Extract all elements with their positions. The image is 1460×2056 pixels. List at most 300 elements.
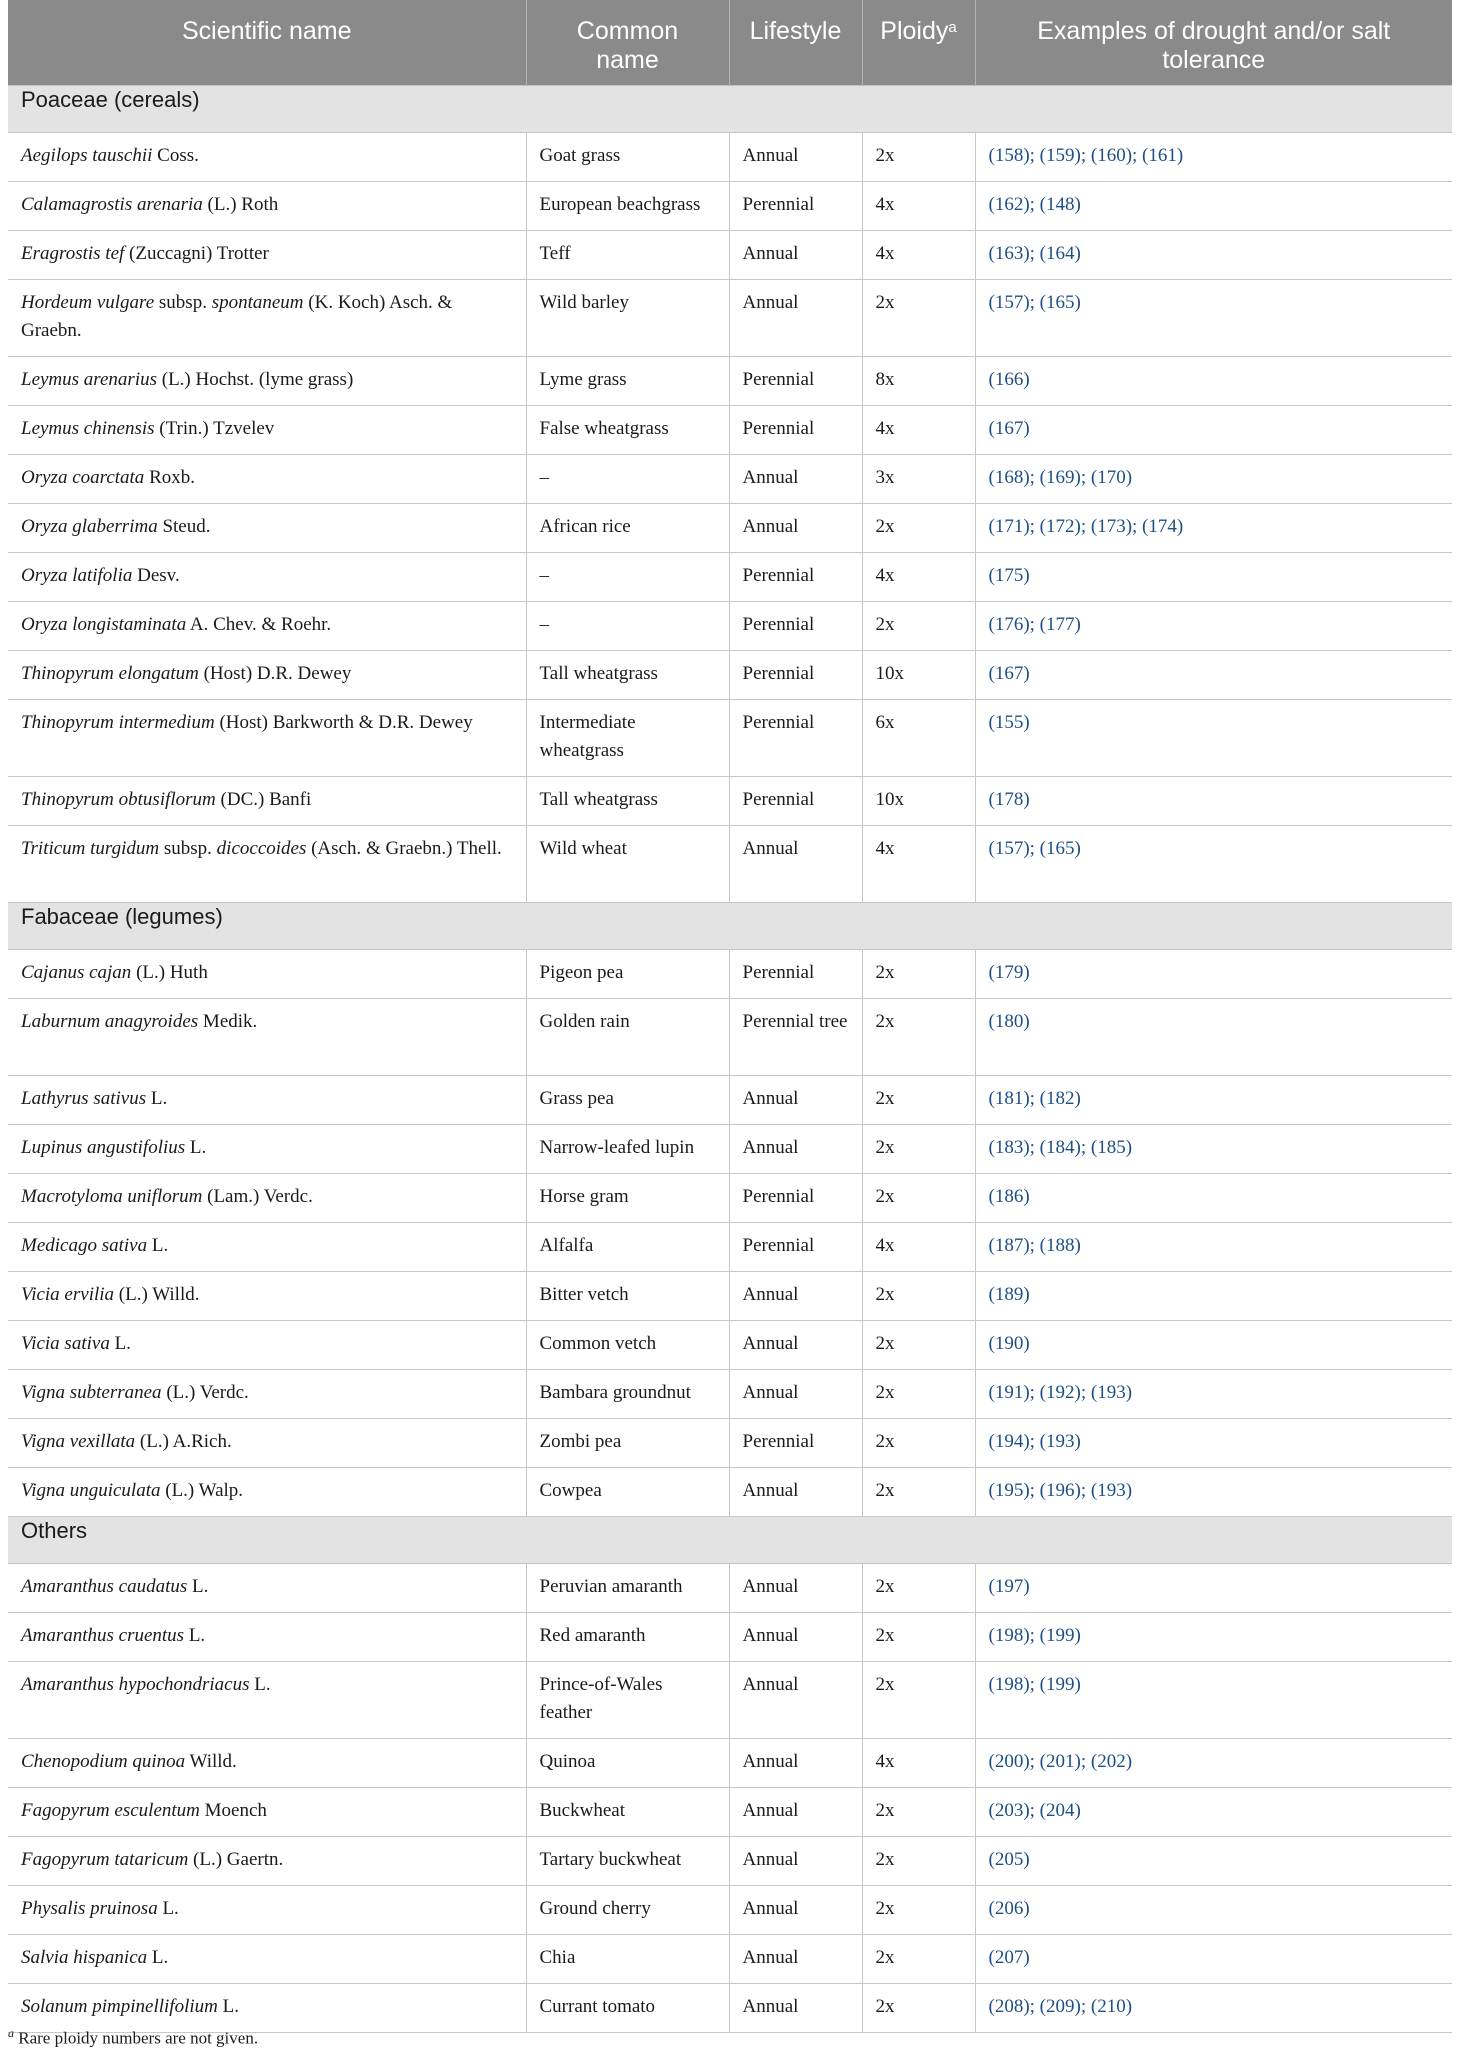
genus-species: Macrotyloma uniflorum xyxy=(21,1186,203,1207)
ploidy-cell: 2x xyxy=(862,602,975,651)
reference-links[interactable]: (195); (196); (193) xyxy=(988,1480,1133,1501)
scientific-name-cell xyxy=(8,1788,526,1837)
table-row xyxy=(8,826,1452,903)
group-title: Others xyxy=(8,1517,1452,1564)
lifestyle-cell: Annual xyxy=(729,1837,862,1886)
scientific-name-cell xyxy=(8,1739,526,1788)
table-row xyxy=(8,1174,1452,1223)
table-row xyxy=(8,1076,1452,1125)
table-row xyxy=(8,700,1452,777)
scientific-name-cell xyxy=(8,651,526,700)
authority: (Trin.) Tzvelev xyxy=(154,418,275,439)
genus-species: Fagopyrum esculentum xyxy=(21,1800,200,1821)
reference-links[interactable]: (163); (164) xyxy=(988,243,1081,264)
header-ploidy xyxy=(862,0,975,86)
lifestyle-cell: Annual xyxy=(729,1739,862,1788)
table-row xyxy=(8,1419,1452,1468)
authority: L. xyxy=(109,1333,131,1354)
ploidy-cell: 2x xyxy=(862,1837,975,1886)
references-cell xyxy=(975,1788,1452,1837)
lifestyle-cell: Annual xyxy=(729,280,862,357)
lifestyle-cell: Annual xyxy=(729,1935,862,1984)
table-row xyxy=(8,553,1452,602)
common-name-cell: Tall wheatgrass xyxy=(526,777,729,826)
authority: (L.) Huth xyxy=(131,962,208,983)
references-cell xyxy=(975,1272,1452,1321)
table-row xyxy=(8,777,1452,826)
ploidy-cell: 4x xyxy=(862,1739,975,1788)
references-cell xyxy=(975,1174,1452,1223)
reference-links[interactable]: (166) xyxy=(988,369,1030,390)
scientific-name-cell xyxy=(8,1564,526,1613)
ploidy-cell: 2x xyxy=(862,1321,975,1370)
authority: (L.) Hochst. (lyme grass) xyxy=(157,369,354,390)
genus-species: Salvia hispanica xyxy=(21,1947,148,1968)
common-name-cell: Common vetch xyxy=(526,1321,729,1370)
authority: L. xyxy=(147,1235,169,1256)
ploidy-cell: 2x xyxy=(862,1662,975,1739)
scientific-name-cell xyxy=(8,357,526,406)
reference-links[interactable]: (167) xyxy=(988,663,1030,684)
references-cell xyxy=(975,1984,1452,2033)
ploidy-cell: 2x xyxy=(862,1272,975,1321)
lifestyle-cell: Perennial xyxy=(729,602,862,651)
genus-species: Leymus chinensis xyxy=(21,418,155,439)
ploidy-cell: 2x xyxy=(862,1935,975,1984)
genus-species: Leymus arenarius xyxy=(21,369,157,390)
common-name-cell: Bitter vetch xyxy=(526,1272,729,1321)
reference-links[interactable]: (198); (199) xyxy=(988,1625,1081,1646)
references-cell xyxy=(975,1468,1452,1517)
header-common-name xyxy=(526,0,729,86)
lifestyle-cell: Perennial xyxy=(729,700,862,777)
lifestyle-cell: Perennial tree xyxy=(729,999,862,1076)
genus-species: Hordeum vulgare xyxy=(21,292,155,313)
scientific-name-cell xyxy=(8,1468,526,1517)
common-name-cell: Grass pea xyxy=(526,1076,729,1125)
authority: L. xyxy=(187,1576,209,1597)
authority: (Zuccagni) Trotter xyxy=(124,243,269,264)
common-name-cell: Tall wheatgrass xyxy=(526,651,729,700)
lifestyle-cell: Perennial xyxy=(729,182,862,231)
genus-species: Eragrostis tef xyxy=(21,243,125,264)
authority: (L.) Roth xyxy=(202,194,279,215)
table-footnote xyxy=(8,2026,258,2049)
references-cell xyxy=(975,133,1452,182)
references-cell xyxy=(975,1886,1452,1935)
table-row xyxy=(8,1223,1452,1272)
references-cell xyxy=(975,553,1452,602)
group-title: Fabaceae (legumes) xyxy=(8,903,1452,950)
table-row xyxy=(8,1662,1452,1739)
authority: (L.) Walp. xyxy=(160,1480,244,1501)
scientific-name-cell xyxy=(8,1935,526,1984)
reference-links[interactable]: (162); (148) xyxy=(988,194,1081,215)
ploidy-cell: 8x xyxy=(862,357,975,406)
lifestyle-cell: Annual xyxy=(729,1788,862,1837)
scientific-name-cell xyxy=(8,1662,526,1739)
common-name-cell: Zombi pea xyxy=(526,1419,729,1468)
header-ploidy-label: Ploidy xyxy=(880,17,949,45)
authority: Roxb. xyxy=(144,467,195,488)
references-cell xyxy=(975,231,1452,280)
common-name-cell: Bambara groundnut xyxy=(526,1370,729,1419)
genus-species: Thinopyrum intermedium xyxy=(21,712,215,733)
authority: L. xyxy=(146,1088,168,1109)
scientific-name-cell xyxy=(8,1419,526,1468)
scientific-name-cell xyxy=(8,1321,526,1370)
common-name-cell: – xyxy=(526,455,729,504)
references-cell xyxy=(975,1419,1452,1468)
group-header-row xyxy=(8,86,1452,133)
references-cell xyxy=(975,826,1452,903)
references-cell xyxy=(975,1076,1452,1125)
reference-links[interactable]: (171); (172); (173); (174) xyxy=(988,516,1184,537)
header-common-name-label: Common name xyxy=(576,17,679,74)
reference-links[interactable]: (186) xyxy=(988,1186,1030,1207)
lifestyle-cell: Annual xyxy=(729,1984,862,2033)
table-row xyxy=(8,1935,1452,1984)
lifestyle-cell: Perennial xyxy=(729,777,862,826)
table-row xyxy=(8,1886,1452,1935)
genus-species: Laburnum anagyroides xyxy=(21,1011,199,1032)
lifestyle-cell: Annual xyxy=(729,1662,862,1739)
lifestyle-cell: Annual xyxy=(729,1886,862,1935)
lifestyle-cell: Perennial xyxy=(729,406,862,455)
ploidy-cell: 4x xyxy=(862,406,975,455)
species-table-container xyxy=(8,0,1452,2033)
scientific-name-cell xyxy=(8,455,526,504)
references-cell xyxy=(975,777,1452,826)
subspecies: spontaneum xyxy=(211,292,304,313)
genus-species: Vicia sativa xyxy=(21,1333,110,1354)
ploidy-cell: 2x xyxy=(862,1076,975,1125)
authority: L. xyxy=(217,1996,239,2017)
references-cell xyxy=(975,602,1452,651)
lifestyle-cell: Annual xyxy=(729,1321,862,1370)
lifestyle-cell: Perennial xyxy=(729,950,862,999)
genus-species: Physalis pruinosa xyxy=(21,1898,158,1919)
common-name-cell: European beachgrass xyxy=(526,182,729,231)
scientific-name-cell xyxy=(8,1076,526,1125)
ploidy-cell: 2x xyxy=(862,1564,975,1613)
genus-species: Solanum pimpinellifolium xyxy=(21,1996,218,2017)
references-cell xyxy=(975,950,1452,999)
reference-links[interactable]: (203); (204) xyxy=(988,1800,1081,1821)
references-cell xyxy=(975,1370,1452,1419)
lifestyle-cell: Annual xyxy=(729,1613,862,1662)
scientific-name-cell xyxy=(8,700,526,777)
genus-species: Amaranthus hypochondriacus xyxy=(21,1674,250,1695)
lifestyle-cell: Annual xyxy=(729,1125,862,1174)
table-row xyxy=(8,504,1452,553)
scientific-name-cell xyxy=(8,1886,526,1935)
common-name-cell: Peruvian amaranth xyxy=(526,1564,729,1613)
common-name-cell: Teff xyxy=(526,231,729,280)
ploidy-cell: 4x xyxy=(862,182,975,231)
common-name-cell: Buckwheat xyxy=(526,1788,729,1837)
ploidy-cell: 2x xyxy=(862,1419,975,1468)
reference-links[interactable]: (181); (182) xyxy=(988,1088,1081,1109)
lifestyle-cell: Perennial xyxy=(729,357,862,406)
scientific-name-cell xyxy=(8,182,526,231)
reference-links[interactable]: (167) xyxy=(988,418,1030,439)
scientific-name-cell xyxy=(8,133,526,182)
reference-links[interactable]: (198); (199) xyxy=(988,1674,1081,1695)
authority: Medik. xyxy=(198,1011,258,1032)
common-name-cell: Pigeon pea xyxy=(526,950,729,999)
ploidy-cell: 2x xyxy=(862,999,975,1076)
subspecies-authority: (K. Koch) Asch. & Graebn. xyxy=(21,292,453,341)
common-name-cell: Tartary buckwheat xyxy=(526,1837,729,1886)
genus-species: Medicago sativa xyxy=(21,1235,148,1256)
table-body xyxy=(8,86,1452,2033)
authority: (L.) Gaertn. xyxy=(188,1849,284,1870)
table-row xyxy=(8,231,1452,280)
ploidy-cell: 10x xyxy=(862,651,975,700)
table-row xyxy=(8,1739,1452,1788)
authority: L. xyxy=(184,1625,206,1646)
genus-species: Fagopyrum tataricum xyxy=(21,1849,189,1870)
authority: Coss. xyxy=(152,145,199,166)
reference-links[interactable]: (190) xyxy=(988,1333,1030,1354)
ploidy-cell: 2x xyxy=(862,133,975,182)
reference-links[interactable]: (200); (201); (202) xyxy=(988,1751,1133,1772)
table-row xyxy=(8,950,1452,999)
ploidy-cell: 2x xyxy=(862,1468,975,1517)
lifestyle-cell: Annual xyxy=(729,504,862,553)
header-scientific-name: Scientific name xyxy=(8,0,526,86)
references-cell xyxy=(975,1662,1452,1739)
genus-species: Oryza coarctata xyxy=(21,467,145,488)
lifestyle-cell: Annual xyxy=(729,455,862,504)
reference-links[interactable]: (208); (209); (210) xyxy=(988,1996,1133,2017)
group-header-row xyxy=(8,1517,1452,1564)
table-row xyxy=(8,406,1452,455)
footnote-mark: a xyxy=(8,2026,14,2040)
authority: L. xyxy=(157,1898,179,1919)
authority: Desv. xyxy=(132,565,180,586)
lifestyle-cell: Annual xyxy=(729,1076,862,1125)
ploidy-cell: 2x xyxy=(862,1174,975,1223)
lifestyle-cell: Perennial xyxy=(729,651,862,700)
authority: L. xyxy=(249,1674,271,1695)
genus-species: Amaranthus caudatus xyxy=(21,1576,188,1597)
common-name-cell: Intermediate wheatgrass xyxy=(526,700,729,777)
references-cell xyxy=(975,1223,1452,1272)
ploidy-cell: 2x xyxy=(862,1370,975,1419)
reference-links[interactable]: (187); (188) xyxy=(988,1235,1081,1256)
ploidy-cell: 2x xyxy=(862,950,975,999)
scientific-name-cell xyxy=(8,777,526,826)
common-name-cell: Cowpea xyxy=(526,1468,729,1517)
common-name-cell: Red amaranth xyxy=(526,1613,729,1662)
ploidy-cell: 2x xyxy=(862,1613,975,1662)
genus-species: Vigna subterranea xyxy=(21,1382,162,1403)
authority: Steud. xyxy=(157,516,211,537)
subspecies: dicoccoides xyxy=(216,838,307,859)
authority: subsp. xyxy=(154,292,212,313)
authority: (Host) Barkworth & D.R. Dewey xyxy=(214,712,473,733)
scientific-name-cell xyxy=(8,950,526,999)
common-name-cell: Narrow-leafed lupin xyxy=(526,1125,729,1174)
group-title: Poaceae (cereals) xyxy=(8,86,1452,133)
references-cell xyxy=(975,455,1452,504)
references-cell xyxy=(975,1564,1452,1613)
references-cell xyxy=(975,1125,1452,1174)
scientific-name-cell xyxy=(8,602,526,651)
common-name-cell: False wheatgrass xyxy=(526,406,729,455)
reference-links[interactable]: (157); (165) xyxy=(988,292,1081,313)
lifestyle-cell: Annual xyxy=(729,1272,862,1321)
genus-species: Vicia ervilia xyxy=(21,1284,115,1305)
scientific-name-cell xyxy=(8,406,526,455)
header-tolerance-examples: Examples of drought and/or salt tolerance xyxy=(975,0,1452,86)
header-lifestyle: Lifestyle xyxy=(729,0,862,86)
table-row xyxy=(8,1370,1452,1419)
table-row xyxy=(8,999,1452,1076)
common-name-cell: Ground cherry xyxy=(526,1886,729,1935)
reference-links[interactable]: (205) xyxy=(988,1849,1030,1870)
references-cell xyxy=(975,280,1452,357)
lifestyle-cell: Annual xyxy=(729,1370,862,1419)
table-row xyxy=(8,651,1452,700)
common-name-cell: Lyme grass xyxy=(526,357,729,406)
scientific-name-cell xyxy=(8,553,526,602)
table-row xyxy=(8,602,1452,651)
authority: (DC.) Banfi xyxy=(215,789,312,810)
references-cell xyxy=(975,1935,1452,1984)
references-cell xyxy=(975,700,1452,777)
table-row xyxy=(8,182,1452,231)
ploidy-cell: 2x xyxy=(862,1984,975,2033)
reference-links[interactable]: (207) xyxy=(988,1947,1030,1968)
reference-links[interactable]: (197) xyxy=(988,1576,1030,1597)
reference-links[interactable]: (155) xyxy=(988,712,1030,733)
lifestyle-cell: Perennial xyxy=(729,1419,862,1468)
table-row xyxy=(8,280,1452,357)
scientific-name-cell xyxy=(8,1272,526,1321)
reference-links[interactable]: (183); (184); (185) xyxy=(988,1137,1133,1158)
reference-links[interactable]: (180) xyxy=(988,1011,1030,1032)
header-ploidy-footnote-mark: a xyxy=(948,19,957,36)
ploidy-cell: 3x xyxy=(862,455,975,504)
genus-species: Vigna vexillata xyxy=(21,1431,136,1452)
references-cell xyxy=(975,1321,1452,1370)
scientific-name-cell xyxy=(8,504,526,553)
table-row xyxy=(8,357,1452,406)
authority: A. Chev. & Roehr. xyxy=(186,614,332,635)
table-row xyxy=(8,1321,1452,1370)
table-row xyxy=(8,1613,1452,1662)
reference-links[interactable]: (157); (165) xyxy=(988,838,1081,859)
authority: (L.) A.Rich. xyxy=(135,1431,232,1452)
lifestyle-cell: Annual xyxy=(729,826,862,903)
reference-links[interactable]: (176); (177) xyxy=(988,614,1081,635)
references-cell xyxy=(975,651,1452,700)
table-row xyxy=(8,1788,1452,1837)
ploidy-cell: 2x xyxy=(862,1886,975,1935)
ploidy-cell: 4x xyxy=(862,826,975,903)
references-cell xyxy=(975,504,1452,553)
references-cell xyxy=(975,406,1452,455)
scientific-name-cell xyxy=(8,1613,526,1662)
genus-species: Lathyrus sativus xyxy=(21,1088,147,1109)
authority: (L.) Verdc. xyxy=(161,1382,249,1403)
common-name-cell: Golden rain xyxy=(526,999,729,1076)
genus-species: Oryza latifolia xyxy=(21,565,133,586)
common-name-cell: Chia xyxy=(526,1935,729,1984)
ploidy-cell: 2x xyxy=(862,1125,975,1174)
footnote-text: Rare ploidy numbers are not given. xyxy=(14,2028,259,2048)
references-cell xyxy=(975,182,1452,231)
authority: (L.) Willd. xyxy=(114,1284,200,1305)
lifestyle-cell: Perennial xyxy=(729,553,862,602)
ploidy-cell: 2x xyxy=(862,504,975,553)
ploidy-cell: 10x xyxy=(862,777,975,826)
genus-species: Chenopodium quinoa xyxy=(21,1751,186,1772)
ploidy-cell: 6x xyxy=(862,700,975,777)
ploidy-cell: 4x xyxy=(862,1223,975,1272)
reference-links[interactable]: (175) xyxy=(988,565,1030,586)
lifestyle-cell: Perennial xyxy=(729,1223,862,1272)
reference-links[interactable]: (206) xyxy=(988,1898,1030,1919)
authority: Willd. xyxy=(185,1751,237,1772)
references-cell xyxy=(975,999,1452,1076)
genus-species: Oryza longistaminata xyxy=(21,614,187,635)
common-name-cell: Currant tomato xyxy=(526,1984,729,2033)
ploidy-cell: 4x xyxy=(862,231,975,280)
ploidy-cell: 2x xyxy=(862,280,975,357)
table-row xyxy=(8,1564,1452,1613)
genus-species: Calamagrostis arenaria xyxy=(21,194,203,215)
reference-links[interactable]: (158); (159); (160); (161) xyxy=(988,145,1184,166)
genus-species: Oryza glaberrima xyxy=(21,516,158,537)
genus-species: Aegilops tauschii xyxy=(21,145,153,166)
reference-links[interactable]: (168); (169); (170) xyxy=(988,467,1133,488)
reference-links[interactable]: (194); (193) xyxy=(988,1431,1081,1452)
references-cell xyxy=(975,1837,1452,1886)
reference-links[interactable]: (189) xyxy=(988,1284,1030,1305)
common-name-cell: Quinoa xyxy=(526,1739,729,1788)
lifestyle-cell: Annual xyxy=(729,1468,862,1517)
common-name-cell: Prince-of-Wales feather xyxy=(526,1662,729,1739)
reference-links[interactable]: (178) xyxy=(988,789,1030,810)
authority: (Lam.) Verdc. xyxy=(202,1186,313,1207)
scientific-name-cell xyxy=(8,1125,526,1174)
table-row xyxy=(8,1837,1452,1886)
common-name-cell: Wild barley xyxy=(526,280,729,357)
genus-species: Triticum turgidum xyxy=(21,838,160,859)
genus-species: Thinopyrum elongatum xyxy=(21,663,199,684)
scientific-name-cell xyxy=(8,826,526,903)
genus-species: Amaranthus cruentus xyxy=(21,1625,185,1646)
common-name-cell: Alfalfa xyxy=(526,1223,729,1272)
table-row xyxy=(8,455,1452,504)
subspecies-authority: (Asch. & Graebn.) Thell. xyxy=(306,838,502,859)
ploidy-cell: 4x xyxy=(862,553,975,602)
reference-links[interactable]: (179) xyxy=(988,962,1030,983)
common-name-cell: Goat grass xyxy=(526,133,729,182)
lifestyle-cell: Annual xyxy=(729,231,862,280)
authority: Moench xyxy=(199,1800,267,1821)
genus-species: Vigna unguiculata xyxy=(21,1480,161,1501)
scientific-name-cell xyxy=(8,1837,526,1886)
scientific-name-cell xyxy=(8,1223,526,1272)
scientific-name-cell xyxy=(8,280,526,357)
genus-species: Cajanus cajan xyxy=(21,962,132,983)
reference-links[interactable]: (191); (192); (193) xyxy=(988,1382,1133,1403)
